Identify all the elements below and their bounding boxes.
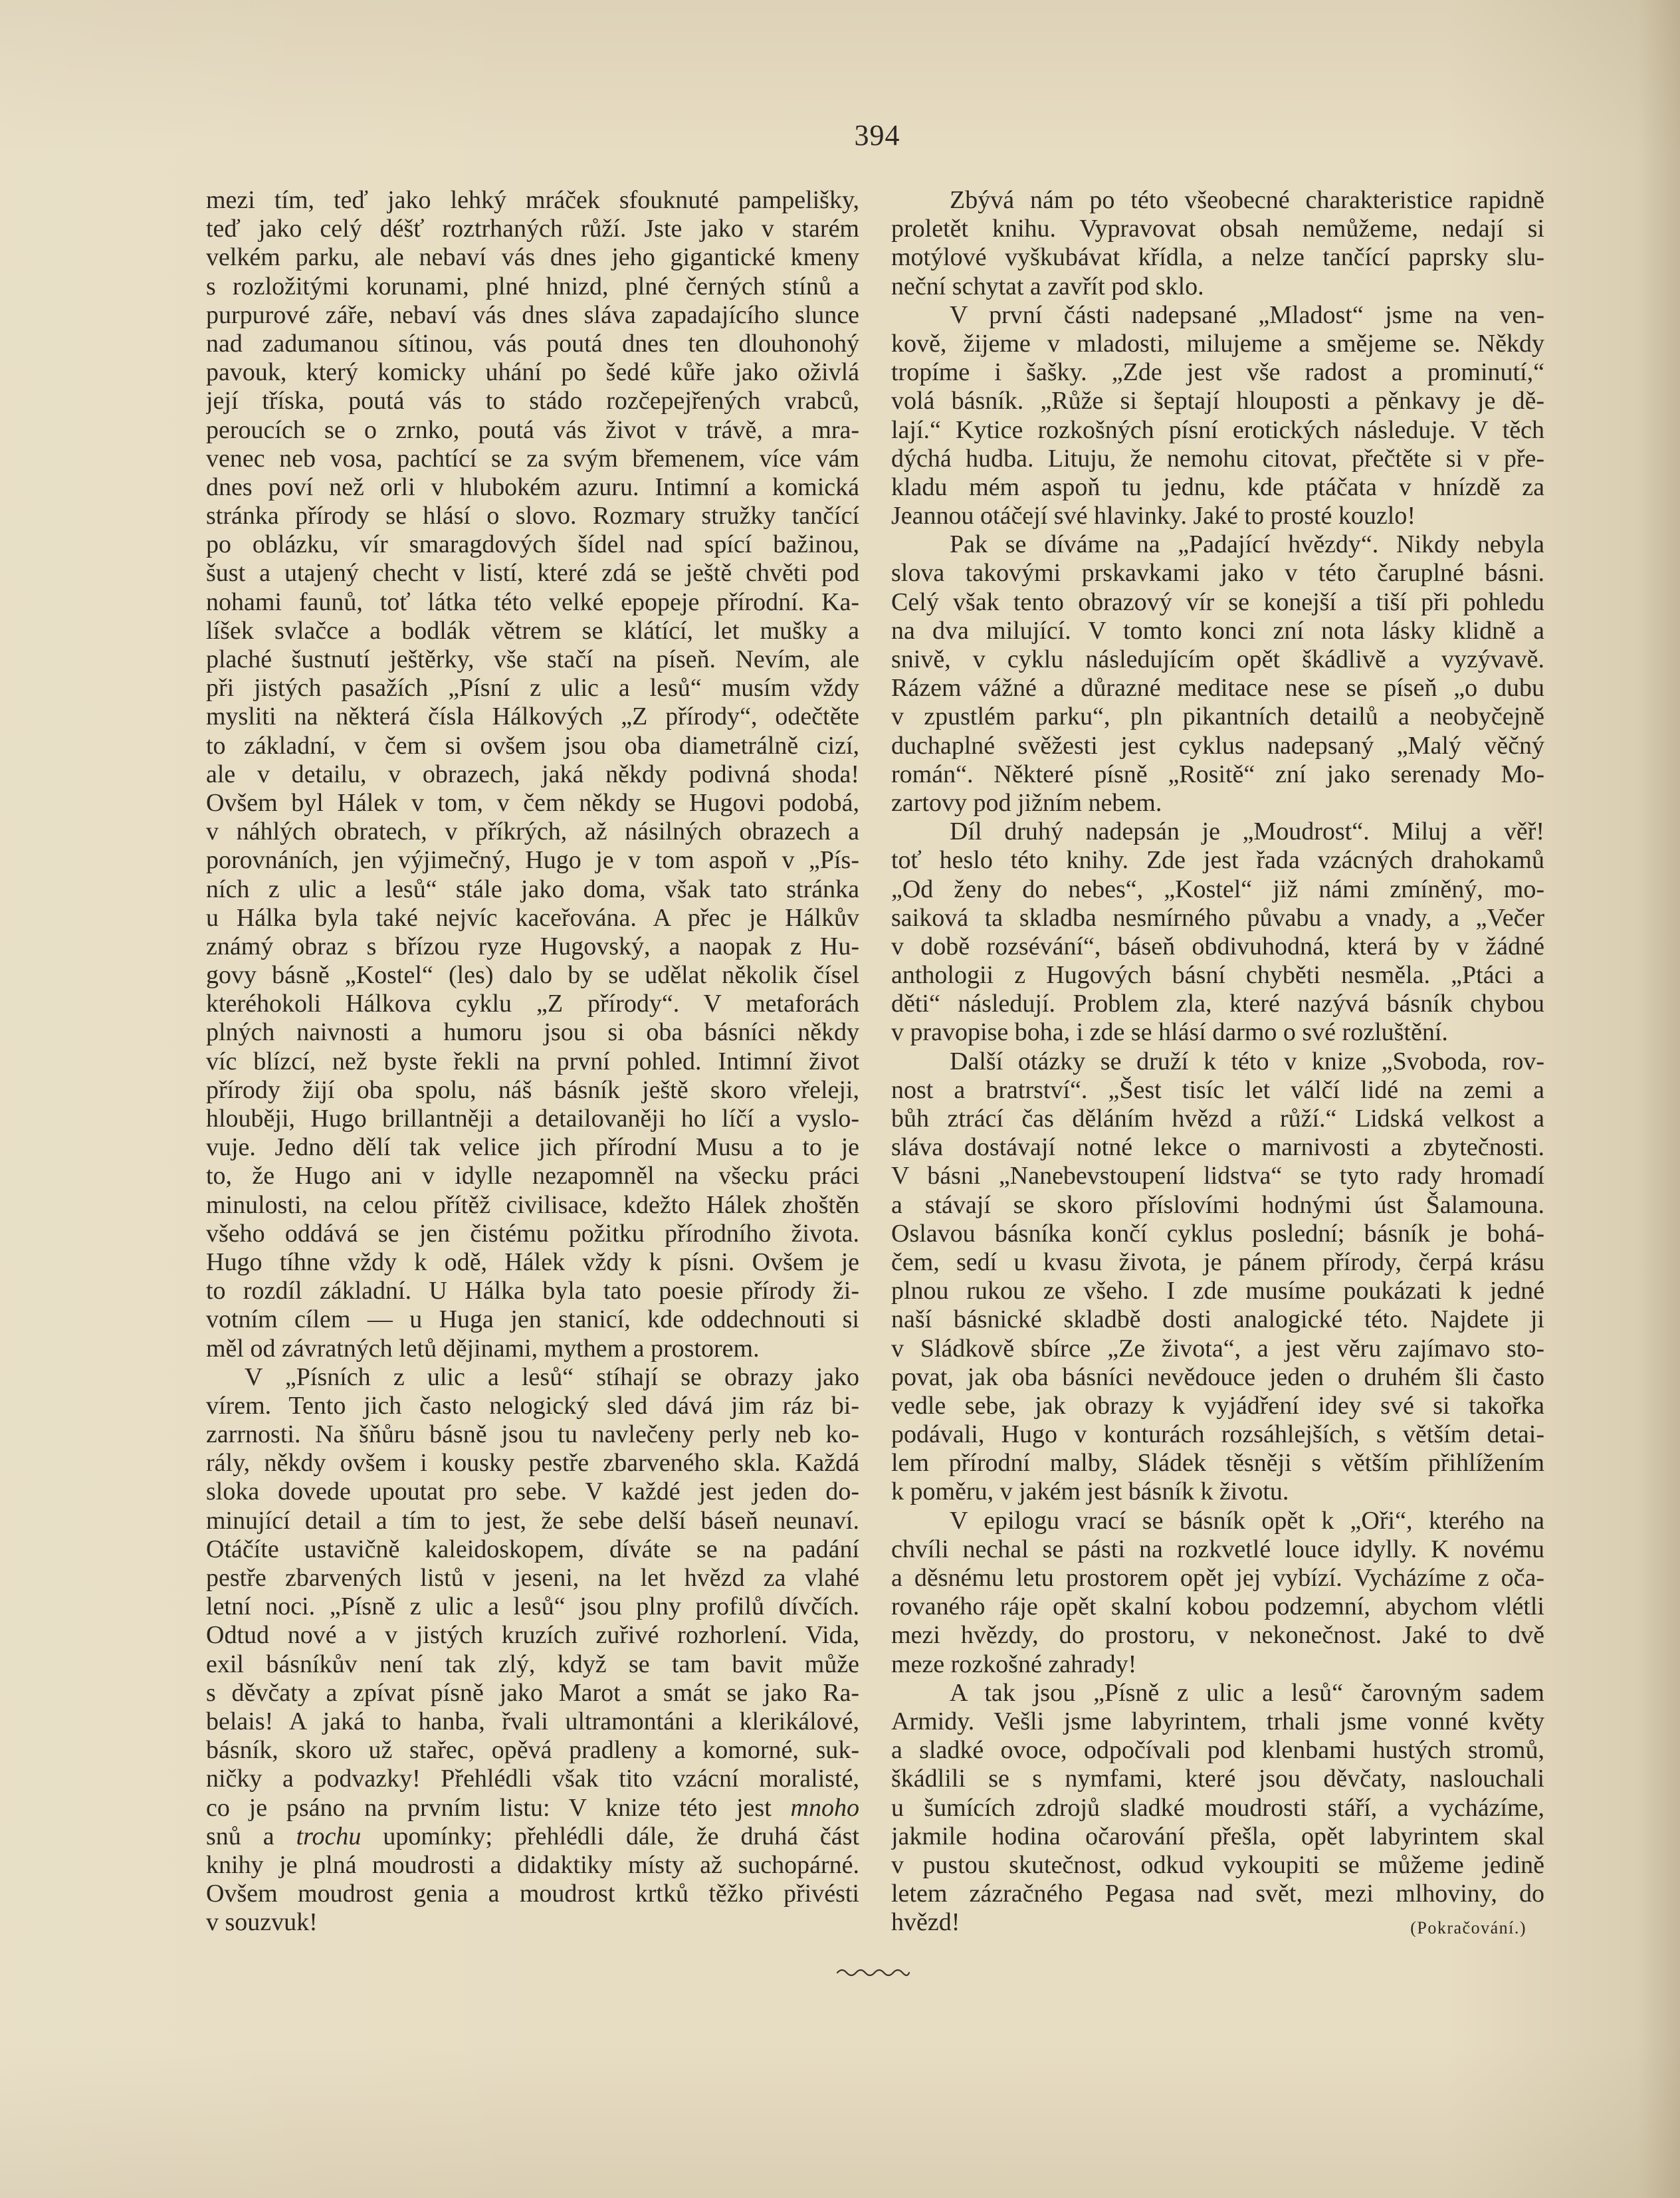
text-line [891,875,1544,904]
text-run: proletět knihu. Vypravovat obsah nemůžeme, nedají si [891,215,1544,243]
text-line [891,1535,1544,1564]
text-run: v pravopise boha, i zde se hlásí darmo o své rozluštění. [891,1018,1448,1047]
text-run: čem, sedí u kvasu života, je pánem přírody, čerpá krásu [891,1248,1544,1276]
text-line [206,1736,859,1765]
text-line [206,1507,859,1535]
text-line [891,645,1544,674]
paragraph [891,186,1544,301]
text-run: víc blízcí, než byste řekli na první pohled. Intimní život [206,1047,859,1075]
text-run: v souzvuk! [206,1908,318,1937]
text-line [891,904,1544,933]
text-run: purpurové záře, nebaví vás dnes sláva zapadajícího slunce [206,300,859,329]
text-line [891,473,1544,502]
text-line [206,1105,859,1133]
text-run: nost a bratrství“. „Šest tisíc let válčí lidé na zemi a [891,1075,1544,1104]
text-line [206,1363,859,1392]
text-run: děti“ následují. Problem zla, které nazývá básník chybou [891,990,1544,1018]
paragraph [891,301,1544,531]
text-run: V básni „Nanebevstoupení lidstva“ se tyto rady hromadí [891,1162,1544,1190]
text-line [206,301,859,330]
text-run: v zpustlém parku“, pln pikantních detailů a neobyčejně [891,703,1544,731]
text-run: rály, někdy ovšem i kousky pestře zbarveného skla. Každá [206,1449,859,1478]
text-line [891,445,1544,473]
text-line [891,1707,1544,1736]
text-run: sloka dovede upoutat pro sebe. V každé jest jeden do- [206,1478,859,1506]
text-line [891,1392,1544,1420]
text-run: nohami faunů, toť látka této velké epopeje přírodní. Ka- [206,588,859,616]
text-line [891,1305,1544,1334]
text-run: chvíli nechal se pásti na rozkvetlé louce idylly. K novému [891,1535,1544,1563]
paragraph [891,1047,1544,1507]
text-line [206,1220,859,1248]
text-run: rovaného ráje opět skalní kobou podzemní, abychom vlétli [891,1593,1544,1621]
text-line [206,1018,859,1047]
paragraph [891,1679,1544,1937]
text-run: zartovy pod jižním nebem. [891,788,1162,817]
text-line [891,1679,1544,1707]
text-run: votním cílem — u Huga jen stanicí, kde oddechnouti si [206,1305,859,1334]
text-run: s rozložitými korunami, plné hnizd, plné černých stínů a [206,272,859,300]
text-line [891,1593,1544,1621]
paragraph [206,1363,859,1937]
text-line [206,1162,859,1190]
text-line [206,502,859,530]
text-run: a sladké ovoce, odpočívali pod klenbami hustých stromů, [891,1736,1544,1765]
text-line [891,186,1544,215]
text-line [206,1392,859,1420]
text-run: Pak se díváme na „Padající hvězdy“. Nikdy nebyla [950,530,1544,559]
text-line [891,588,1544,617]
text-line [891,358,1544,387]
text-line [206,1621,859,1650]
text-line [206,445,859,473]
text-line [891,732,1544,760]
text-run: Ovšem moudrost genia a moudrost krtků těžko přivésti [206,1880,859,1908]
text-line [891,215,1544,243]
text-line [206,588,859,617]
text-line [891,1047,1544,1076]
text-run: v náhlých obratech, v příkrých, až násilných obrazech a [206,818,859,846]
text-line [206,1449,859,1478]
text-line [891,933,1544,961]
text-run: motýlové vyškubávat křídla, a nelze tančící paprsky slu- [891,243,1544,272]
text-line [206,933,859,961]
text-run: Další otázky se druží k této v knize „Svoboda, rov- [950,1047,1544,1075]
text-line [206,1305,859,1334]
text-line [891,273,1544,301]
text-line [891,502,1544,530]
text-line [891,243,1544,272]
text-line [206,1478,859,1506]
text-run: snivě, v cyklu následujícím opět škádlivě a vyzývavě. [891,645,1544,673]
text-line [891,1765,1544,1793]
text-line [891,1621,1544,1650]
text-run: anthologii z Hugových básní chyběti nesměla. „Ptáci a [891,961,1544,990]
text-run: zarrnosti. Na šňůru básně jsou tu navlečeny perly neb ko- [206,1420,859,1449]
continuation-note: (Pokračování.) [1410,1918,1526,1937]
text-line [206,530,859,559]
text-line [891,990,1544,1018]
text-line [891,1507,1544,1535]
paragraph [206,186,859,1363]
text-run: minulosti, na celou přítěž civilisace, kdežto Hálek zhoštěn [206,1190,859,1219]
text-line [206,1047,859,1076]
text-run: V epilogu vrací se básník opět k „Oři“, kterého na [950,1506,1544,1535]
text-line [206,416,859,445]
text-run: „Od ženy do nebes“, „Kostel“ již námi zmíněný, mo- [891,875,1544,903]
text-run: saiková ta skladba nesmírného půvabu a vnady, a „Večer [891,903,1544,932]
text-run: všeho oddává se jen čistému požitku přírodního života. [206,1219,859,1248]
text-line [891,1335,1544,1363]
text-run: v pustou skutečnost, odkud vykoupiti se můžeme jedině [891,1850,1544,1879]
text-run: po oblázku, vír smaragdových šídel nad spící bažinou, [206,530,859,559]
text-line [206,1277,859,1305]
text-run: lem přírodní malby, Sládek těsněji s větším přihlížením [891,1449,1544,1478]
text-run: snů a [206,1822,296,1850]
text-line [206,358,859,387]
text-line [891,1851,1544,1880]
text-line [206,904,859,933]
paragraph [891,818,1544,1047]
text-line [206,1076,859,1105]
text-run: govy básně „Kostel“ (les) dalo by se udělat několik čísel [206,961,859,990]
text-line [206,732,859,760]
text-run: líšek svlačce a bodlák větrem se klátící, let mušky a [206,616,859,645]
text-line [206,1535,859,1564]
text-run: Odtud nové a v jistých kruzích zuřivé rozhorlení. Vida, [206,1621,859,1650]
text-line [206,186,859,215]
text-line [206,1679,859,1707]
text-run: peroucích se o zrnko, poutá vás život v trávě, a mra- [206,415,859,444]
text-run: k poměru, v jakém jest básník k životu. [891,1478,1289,1506]
text-run: belais! A jaká to hanba, řvali ultramontáni a klerikálové, [206,1707,859,1735]
text-run: A tak jsou „Písně z ulic a lesů“ čarovným sadem [950,1678,1544,1707]
text-run: toť heslo této knihy. Zde jest řada vzácných drahokamů [891,846,1544,875]
text-run: přírody žijí oba spolu, náš básník ještě skoro vřeleji, [206,1075,859,1104]
text-line [206,846,859,875]
text-run: volá básník. „Růže si šeptají hlouposti a pěnkavy je dě- [891,387,1544,415]
text-run: minující detail a tím to jest, že sebe delší báseň neunaví. [206,1506,859,1535]
text-line [206,818,859,846]
text-run: na dva milující. V tomto konci zní nota lásky klidně a [891,616,1544,645]
text-line [891,1248,1544,1277]
text-line [891,1277,1544,1305]
text-run: Armidy. Vešli jsme labyrintem, trhali jsme vonné květy [891,1707,1544,1735]
text-line [206,215,859,243]
text-line [891,530,1544,559]
text-line [891,1449,1544,1478]
text-run: ničky a podvazky! Přehlédli však tito vzácní moralisté, [206,1765,859,1793]
text-run: její tříska, poutá vás to stádo rozčepejřených vrabců, [206,387,859,415]
text-line [206,1248,859,1277]
text-line [206,273,859,301]
text-run: známý obraz s břízou ryze Hugovský, a naopak z Hu- [206,932,859,960]
text-run: to základní, v čem si ovšem jsou oba diametrálně cizí, [206,731,859,760]
text-run: pestře zbarvených listů v jeseni, na let hvězd za vlahé [206,1564,859,1592]
text-line [891,818,1544,846]
text-run: velkém parku, ale nebaví vás dnes jeho gigantické kmeny [206,243,859,272]
text-line [891,1018,1544,1047]
text-run: v době rozsévání“, báseň obdivuhodná, která by v žádné [891,932,1544,960]
text-line [206,961,859,990]
text-run: při jistých pasažích „Písní z ulic a lesů“ musím vždy [206,674,859,703]
text-line [206,473,859,502]
text-run: dnes poví než orli v hlubokém azuru. Intimní a komická [206,473,859,501]
paragraph [891,530,1544,818]
text-run: mysliti na některá čísla Hálkových „Z přírody“, odečtěte [206,703,859,731]
text-line [206,645,859,674]
italic-text-run: trochu [296,1822,362,1850]
text-run: lají.“ Kytice rozkošných písní erotických následuje. V těch [891,415,1544,444]
text-run: upomínky; přehlédli dále, že druhá část [361,1822,859,1850]
text-line [206,1564,859,1593]
text-run: povat, jak oba básníci nevědouce jeden o druhém šli často [891,1363,1544,1391]
text-line [891,617,1544,645]
text-run: Celý však tento obrazový vír se konejší a tiší při pohledu [891,588,1544,616]
text-run: letem zázračného Pegasa nad svět, mezi mlhoviny, do [891,1880,1544,1908]
text-run: u Hálka byla také nejvíc kaceřována. A přec je Hálkův [206,903,859,932]
text-run: naší básnické skladbě dosti analogické této. Najdete ji [891,1305,1544,1334]
text-run: pavouk, který komicky uhání po šedé kůře jako oživlá [206,358,859,387]
text-run: básník, skoro už stařec, opěvá pradleny a komorné, suk- [206,1736,859,1765]
text-line [891,1105,1544,1133]
text-run: teď jako celý déšť roztrhaných růží. Jste jako v starém [206,215,859,243]
text-run: neční schytat a zavřít pod sklo. [891,272,1204,300]
text-line [891,1133,1544,1162]
text-line [891,1363,1544,1392]
text-line [206,1133,859,1162]
text-run: porovnáních, jen výjimečný, Hugo je v tom aspoň v „Pís- [206,846,859,875]
text-run: Díl druhý nadepsán je „Moudrost“. Miluj a věř! [950,818,1544,846]
text-run: to, že Hugo ani v idylle nezapomněl na všecku práci [206,1162,859,1190]
text-line [891,330,1544,358]
text-run: hlouběji, Hugo brillantněji a detailovaněji ho líčí a vyslo- [206,1105,859,1133]
text-run: tropíme i šašky. „Zde jest vše radost a prominutí,“ [891,358,1544,387]
text-line [206,674,859,703]
text-run: měl od závratných letů dějinami, mythem a prostorem. [206,1334,760,1363]
left-column [206,186,859,1937]
text-run: Jeannou otáčejí své hlavinky. Jaké to prosté kouzlo! [891,502,1416,530]
text-run: stránka přírody se hlásí o slovo. Rozmary stružky tančící [206,502,859,530]
text-line [891,301,1544,330]
text-line [206,243,859,272]
text-run: meze rozkošné zahrady! [891,1650,1137,1678]
text-line [206,875,859,904]
text-line [891,1822,1544,1851]
text-line [206,1420,859,1449]
text-line [206,990,859,1018]
text-run: škádlili se s nymfami, které jsou děvčaty, naslouchali [891,1765,1544,1793]
text-run: kteréhokoli Hálkova cyklu „Z přírody“. V metaforách [206,990,859,1018]
italic-text-run: mnoho [790,1793,859,1822]
text-line [891,416,1544,445]
text-run: venec neb vosa, pachtící se za svým břemenem, více vám [206,444,859,473]
text-run: to rozdíl základní. U Hálka byla tato poesie přírody ži- [206,1277,859,1305]
text-run: vedle sebe, jak obrazy k vyjádření idey své si takořka [891,1391,1544,1420]
text-line [891,1478,1544,1506]
text-run: Zbývá nám po této všeobecné charakteristice rapidně [950,186,1544,214]
text-line [206,760,859,789]
text-line [891,1880,1544,1908]
text-run: plnou rukou ze všeho. I zde musíme poukázati k jedné [891,1277,1544,1305]
text-line [206,1707,859,1736]
text-line [206,703,859,731]
text-line [891,703,1544,731]
text-line [891,1794,1544,1822]
text-run: plných naivnosti a humoru jsou si oba básníci někdy [206,1018,859,1047]
text-line [206,1650,859,1679]
text-line [891,674,1544,703]
text-run: letní noci. „Písně z ulic a lesů“ jsou plny profilů dívčích. [206,1593,859,1621]
text-line [891,1736,1544,1765]
text-run: vuje. Jedno dělí tak velice jich přírodní Musu a to je [206,1133,859,1162]
text-run: mezi hvězdy, do prostoru, v nekonečnost. Jaké to dvě [891,1621,1544,1650]
text-run: knihy je plná moudrosti a didaktiky místy až suchopárné. [206,1850,859,1879]
text-run: v Sládkově sbírce „Ze života“, a jest věru zajímavo sto- [891,1334,1544,1363]
text-run: duchaplné svěžesti jest cyklus nadepsaný „Malý věčný [891,731,1544,760]
text-run: dýchá hudba. Lituju, že nemohu citovat, přečtěte si v pře- [891,444,1544,473]
text-run: ních z ulic a lesů“ stále jako doma, však tato stránka [206,875,859,903]
text-line [206,1822,859,1851]
text-run: a děsnému letu prostorem opět jej vybízí. Vycházíme z oča- [891,1564,1544,1592]
text-run: co je psáno na prvním listu: V knize této jest [206,1793,791,1822]
text-run: jakmile hodina očarování přešla, opět labyrintem skal [891,1822,1544,1850]
text-run: Otáčíte ustavičně kaleidoskopem, díváte se na padání [206,1535,859,1563]
text-line [206,1191,859,1220]
text-line [891,1564,1544,1593]
text-line [891,1908,1544,1937]
text-line [891,1220,1544,1248]
text-line [206,1794,859,1822]
text-run: a stávají se skoro příslovími hodnými úst Šalamouna. [891,1190,1544,1219]
text-run: hvězd! [891,1908,960,1937]
text-run: šust a utajený checht v listí, které zdá se ještě chvěti pod [206,559,859,588]
text-line [891,760,1544,789]
text-line [891,1420,1544,1449]
text-run: slova takovými prskavkami jako v této čaruplné básni. [891,559,1544,588]
text-line [891,1076,1544,1105]
right-column [891,186,1544,1937]
text-run: s děvčaty a zpívat písně jako Marot a smát se jako Ra- [206,1678,859,1707]
text-run: Hugo tíhne vždy k odě, Hálek vždy k písni. Ovšem je [206,1248,859,1276]
text-line [206,1335,859,1363]
text-run: V „Písních z ulic a lesů“ stíhají se obrazy jako [245,1363,859,1391]
text-run: podávali, Hugo v konturách rozsáhlejších, s větším detai- [891,1420,1544,1449]
text-line [206,617,859,645]
text-run: vírem. Tento jich často nelogický sled dává jim ráz bi- [206,1391,859,1420]
text-line [206,1593,859,1621]
text-run: Oslavou básníka končí cyklus poslední; básník je bohá- [891,1219,1544,1248]
text-run: kladu mém aspoň tu jednu, kde ptáčata v hnízdě za [891,473,1544,501]
text-run: nad zadumanou sítinou, vás poutá dnes ten dlouhonohý [206,329,859,358]
paragraph [891,1507,1544,1679]
text-run: ale v detailu, v obrazech, jaká někdy podivná shoda! [206,760,859,788]
text-line [206,1851,859,1880]
text-run: Ovšem byl Hálek v tom, v čem někdy se Hugovi podobá, [206,788,859,817]
text-run: u šumících zdrojů sladké moudrosti stáří, a vycházíme, [891,1793,1544,1822]
text-line [206,387,859,415]
text-run: kově, žijeme v mladosti, milujeme a smějeme se. Někdy [891,329,1544,358]
page-number: 394 [854,119,900,152]
text-run: plaché šustnutí ještěrky, vše stačí na píseň. Nevím, ale [206,645,859,673]
ornament-squiggle [836,1965,910,1981]
text-run: mezi tím, teď jako lehký mráček sfouknuté pampelišky, [206,186,859,214]
text-line [206,1765,859,1793]
text-line [891,387,1544,415]
text-line [206,1908,859,1937]
text-line [891,1191,1544,1220]
text-line [891,789,1544,818]
text-line [891,559,1544,588]
text-run: V první části nadepsané „Mladost“ jsme na ven- [950,300,1544,329]
text-line [206,789,859,818]
text-line [891,1162,1544,1190]
text-line [206,330,859,358]
text-line [891,961,1544,990]
text-run: Rázem vážné a důrazné meditace nese se píseň „o dubu [891,674,1544,703]
text-run: bůh ztrácí čas děláním hvězd a růží.“ Lidská velkost a [891,1105,1544,1133]
text-line [206,1880,859,1908]
text-run: román“. Některé písně „Rositě“ zní jako serenady Mo- [891,760,1544,788]
text-line [891,846,1544,875]
text-run: exil básníkův není tak zlý, když se tam bavit může [206,1650,859,1678]
text-line [891,1650,1544,1679]
text-run: sláva dostávají notné lekce o marnivosti a zbytečnosti. [891,1133,1544,1162]
text-line [206,559,859,588]
